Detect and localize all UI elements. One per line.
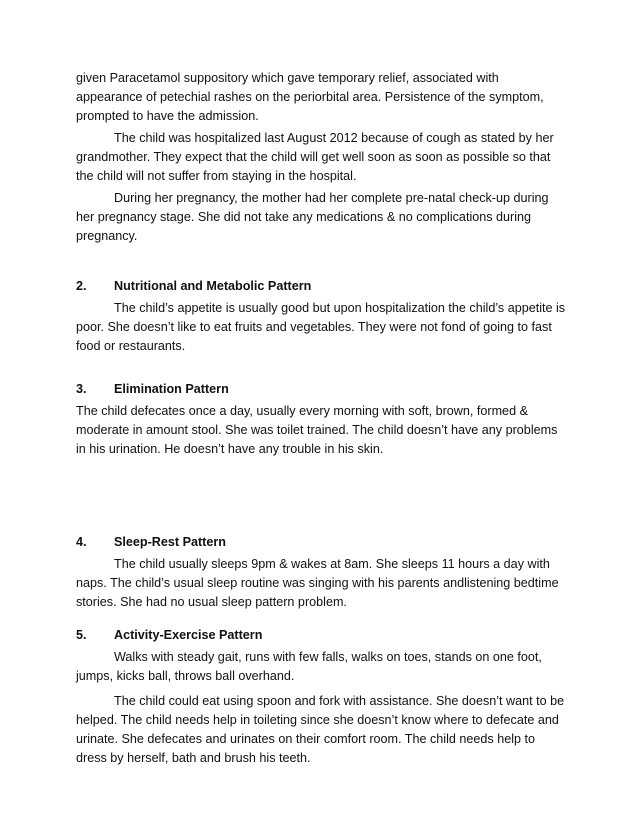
section-title: Activity-Exercise Pattern — [114, 628, 263, 642]
section-heading-elimination — [76, 380, 566, 399]
intro-paragraph-2: The child was hospitalized last August 2012 because of cough as stated by her grandmother. They expect that the child will get well soon as soon as possible so that the child will not suffer from staying in the hospital. — [76, 131, 554, 183]
section-paragraph: The child defecates once a day, usually every morning with soft, brown, formed & moderate in amount stool. She was toilet trained. The child doesn’t have any problems in his urination. He doesn’t have any trouble in his skin. — [76, 404, 558, 456]
section-paragraph: Walks with steady gait, runs with few falls, walks on toes, stands on one foot, jumps, kicks ball, throws ball overhand. — [76, 650, 542, 683]
section-number: 5. — [76, 628, 87, 642]
section-paragraph: The child usually sleeps 9pm & wakes at 8am. She sleeps 11 hours a day with naps. The child’s usual sleep routine was singing with his parents andlistening bedtime stories. She had no usual sleep pattern problem. — [76, 557, 559, 609]
intro-paragraph-3: During her pregnancy, the mother had her complete pre-natal check-up during her pregnancy stage. She did not take any medications & no complications during pregnancy. — [76, 191, 549, 243]
section-title: Nutritional and Metabolic Pattern — [114, 279, 312, 293]
intro-paragraph-1: given Paracetamol suppository which gave temporary relief, associated with appearance of petechial rashes on the periorbital area. Persistence of the symptom, prompted to have the admission. — [76, 71, 544, 123]
section-heading-sleep-rest — [76, 533, 566, 552]
section-title: Sleep-Rest Pattern — [114, 535, 226, 549]
section-paragraph: The child’s appetite is usually good but upon hospitalization the child’s appetite is poor. She doesn’t like to eat fruits and vegetables. They were not fond of going to fast food or restaurants. — [76, 301, 566, 353]
section-number: 4. — [76, 535, 87, 549]
section-number: 3. — [76, 382, 87, 396]
document-page — [76, 69, 566, 768]
section-paragraph: The child could eat using spoon and fork with assistance. She doesn’t want to be helped. The child needs help in toileting since she doesn’t know where to defecate and urinate. She defecates and urinates on their comfort room. The child needs help to dress by herself, bath and brush his teeth. — [76, 694, 565, 765]
section-title: Elimination Pattern — [114, 382, 229, 396]
section-heading-activity-exercise — [76, 626, 566, 645]
section-heading-nutritional — [76, 277, 566, 296]
section-number: 2. — [76, 279, 87, 293]
